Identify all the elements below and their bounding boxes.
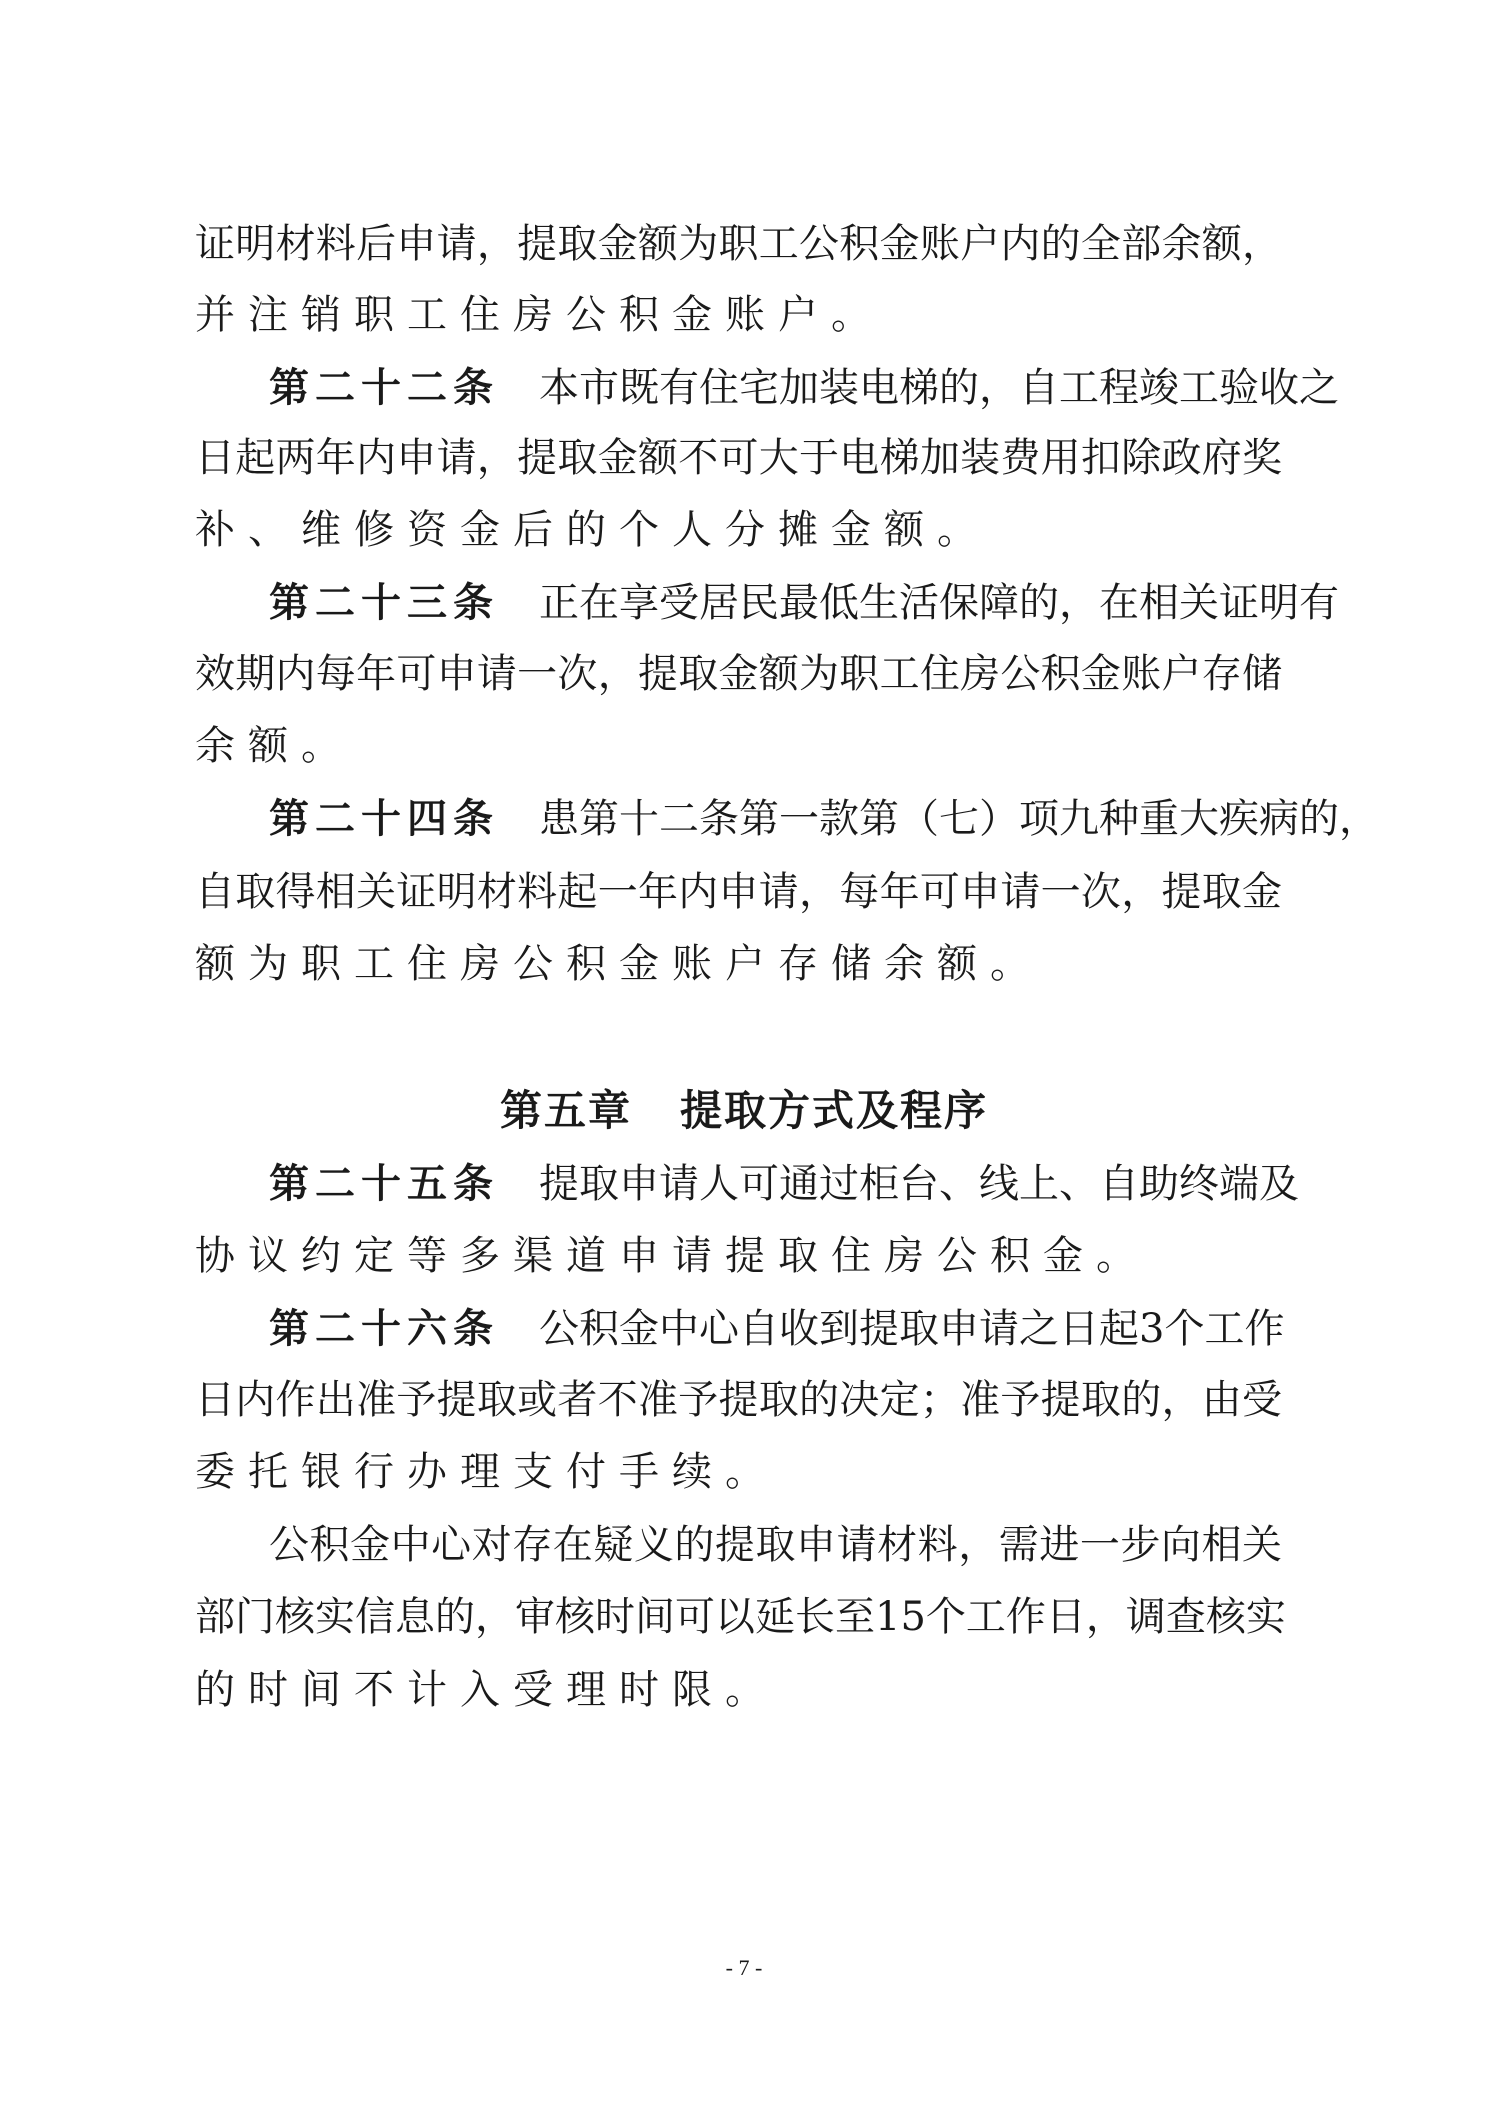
text-line: 日内作出准予提取或者不准予提取的决定；准予提取的，由受 [195,1377,1282,1423]
text-line: 效期内每年可申请一次，提取金额为职工住房公积金账户存储 [195,651,1282,697]
article-label: 第二十二条 [269,364,499,411]
chapter-number: 第五章 [499,1086,632,1135]
article-text: 本市既有住宅加装电梯的，自工程竣工验收之 [539,365,1339,411]
article-label: 第二十三条 [269,579,499,626]
text-line: 日起两年内申请，提取金额不可大于电梯加装费用扣除政府奖 [195,435,1282,481]
text-line: 公积金中心对存在疑义的提取申请材料，需进一步向相关 [269,1522,1282,1568]
article-text: 患第十二条第一款第（七）项九种重大疾病的， [539,796,1379,842]
chapter-title: 提取方式及程序 [680,1086,989,1135]
article-text: 提取申请人可通过柜台、线上、自助终端及 [539,1161,1299,1207]
article-25-line [195,1159,1299,1209]
text-line: 额为职工住房公积金账户存储余额。 [195,941,1043,987]
article-24-line [195,794,1379,844]
text-line: 证明材料后申请，提取金额为职工公积金账户内的全部余额， [195,221,1282,267]
text-line: 部门核实信息的，审核时间可以延长至15个工作日，调查核实 [195,1594,1286,1640]
article-text: 公积金中心自收到提取申请之日起3个工作 [539,1306,1285,1352]
text-line: 补、维修资金后的个人分摊金额。 [195,507,990,553]
article-26-line [195,1304,1285,1354]
text-line: 并注销职工住房公积金账户。 [195,292,884,338]
article-label: 第二十五条 [269,1160,499,1207]
text-line: 的时间不计入受理时限。 [195,1667,778,1713]
article-22-line [195,363,1339,413]
text-line: 自取得相关证明材料起一年内申请，每年可申请一次，提取金 [195,869,1282,915]
text-line: 协议约定等多渠道申请提取住房公积金。 [195,1233,1149,1279]
article-label: 第二十四条 [269,795,499,842]
chapter-heading [0,1086,1488,1136]
page-number: - 7 - [725,1955,763,1980]
text-line: 委托银行办理支付手续。 [195,1449,778,1495]
article-label: 第二十六条 [269,1305,499,1352]
article-text: 正在享受居民最低生活保障的，在相关证明有 [539,580,1339,626]
text-line: 余额。 [195,723,354,769]
article-23-line [195,578,1339,628]
